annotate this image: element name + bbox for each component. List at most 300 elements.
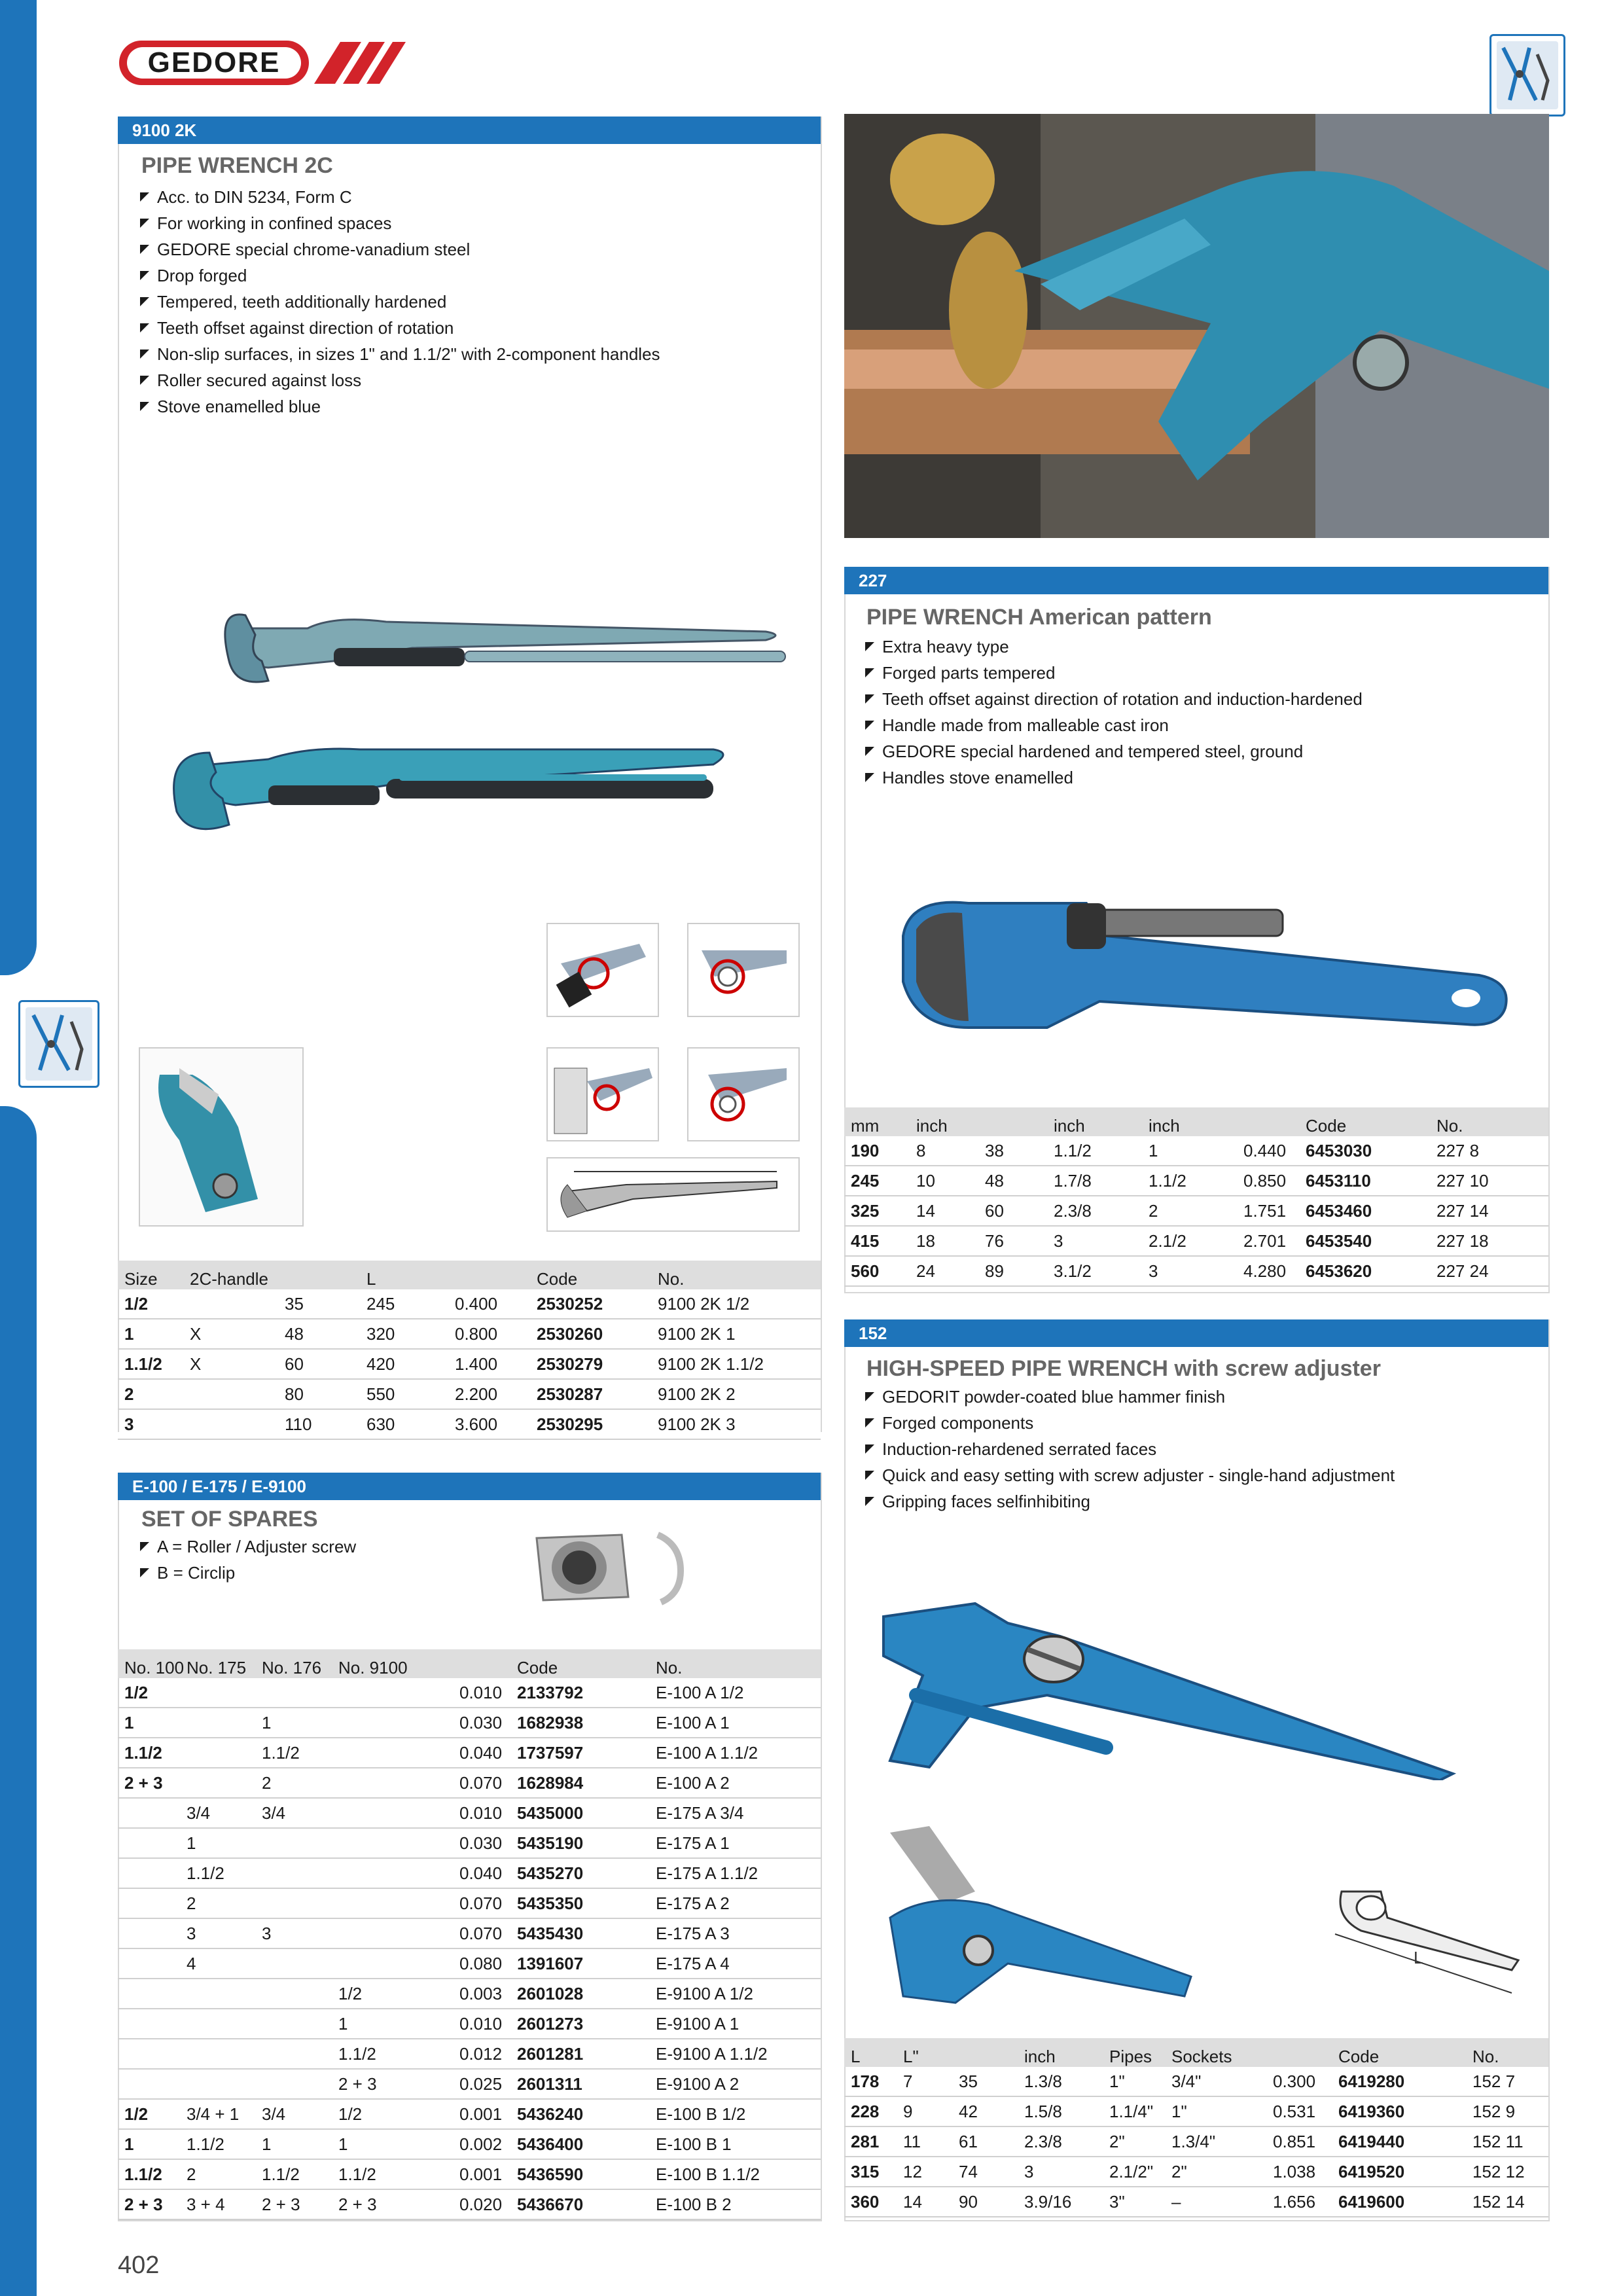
table-152 xyxy=(844,2038,1548,2217)
column-header: Code xyxy=(510,1649,649,1678)
table-cell: E-100 A 2 xyxy=(649,1768,821,1798)
table-row xyxy=(118,2099,821,2129)
table-cell: 1/2 xyxy=(118,1678,180,1708)
table-cell xyxy=(332,1738,453,1768)
table-cell xyxy=(332,1918,453,1948)
table-cell xyxy=(332,1768,453,1798)
table-cell: 550 xyxy=(360,1379,448,1409)
table-cell: E-9100 A 1.1/2 xyxy=(649,2039,821,2069)
table-cell xyxy=(118,2069,180,2099)
table-cell: 0.040 xyxy=(453,1858,510,1888)
feature-item: Quick and easy setting with screw adjuster - single-hand adjustment xyxy=(864,1462,1395,1488)
table-header-row xyxy=(844,1107,1548,1136)
table-cell xyxy=(118,1979,180,2009)
column-header: Pipes xyxy=(1103,2038,1165,2067)
table-cell: 325 xyxy=(844,1196,910,1226)
table-cell xyxy=(118,2039,180,2069)
table-cell: 42 xyxy=(952,2096,1018,2126)
table-cell: 9 xyxy=(897,2096,952,2126)
table-row xyxy=(844,1226,1548,1256)
table-cell: 227 18 xyxy=(1430,1226,1548,1256)
table-cell: 6453620 xyxy=(1299,1256,1430,1286)
pipe-wrench-in-use-photo xyxy=(844,114,1549,538)
table-cell: 14 xyxy=(910,1196,978,1226)
american-pipe-wrench-image xyxy=(890,864,1518,1060)
table-cell: 227 24 xyxy=(1430,1256,1548,1286)
table-cell: 2" xyxy=(1165,2157,1266,2187)
column-header: L" xyxy=(897,2038,952,2067)
table-cell: 1.1/4" xyxy=(1103,2096,1165,2126)
table-cell: 5436240 xyxy=(510,2099,649,2129)
table-cell xyxy=(255,2039,332,2069)
table-cell: E-100 A 1 xyxy=(649,1708,821,1738)
table-cell: 0.020 xyxy=(453,2189,510,2219)
table-cell: 3 xyxy=(1142,1256,1237,1286)
table-row xyxy=(118,1738,821,1768)
table-cell: E-100 B 1/2 xyxy=(649,2099,821,2129)
table-row xyxy=(118,2009,821,2039)
table-cell: 0.440 xyxy=(1237,1136,1299,1166)
table-cell: 7 xyxy=(897,2067,952,2096)
table-row xyxy=(844,2126,1548,2157)
table-cell: 0.010 xyxy=(453,1678,510,1708)
table-cell xyxy=(255,1948,332,1979)
table-cell xyxy=(180,2039,255,2069)
table-cell xyxy=(118,1888,180,1918)
table-cell: 0.010 xyxy=(453,1798,510,1828)
table-cell: 2601281 xyxy=(510,2039,649,2069)
table-cell: 1.1/2 xyxy=(118,2159,180,2189)
table-row xyxy=(118,1858,821,1888)
table-cell xyxy=(180,1979,255,2009)
table-cell xyxy=(255,1888,332,1918)
table-cell: 0.030 xyxy=(453,1708,510,1738)
table-cell: 1.7/8 xyxy=(1047,1166,1142,1196)
column-header: Code xyxy=(530,1261,651,1289)
table-cell: 245 xyxy=(844,1166,910,1196)
usage-diagram-3 xyxy=(546,1047,659,1141)
column-header: Size xyxy=(118,1261,183,1289)
table-cell xyxy=(332,1828,453,1858)
table-cell: 2 xyxy=(1142,1196,1237,1226)
dimension-diagram-9100 xyxy=(546,1157,800,1232)
table-cell: 2530260 xyxy=(530,1319,651,1349)
column-header: inch xyxy=(1047,1107,1142,1136)
table-cell: 2530287 xyxy=(530,1379,651,1409)
table-cell: 5436590 xyxy=(510,2159,649,2189)
column-header: No. xyxy=(651,1261,821,1289)
table-cell: E-100 B 1.1/2 xyxy=(649,2159,821,2189)
feature-item: Teeth offset against direction of rotation and induction-hardened xyxy=(864,686,1363,712)
table-cell: 2530295 xyxy=(530,1409,651,1439)
table-cell xyxy=(118,1948,180,1979)
column-header: inch xyxy=(910,1107,978,1136)
table-cell: 190 xyxy=(844,1136,910,1166)
table-cell: 9100 2K 3 xyxy=(651,1409,821,1439)
table-cell xyxy=(118,1798,180,1828)
table-cell xyxy=(332,1888,453,1918)
table-row xyxy=(118,1948,821,1979)
column-header xyxy=(1266,2038,1332,2067)
table-row xyxy=(118,2039,821,2069)
table-cell: 152 14 xyxy=(1466,2187,1548,2217)
table-cell: E-175 A 4 xyxy=(649,1948,821,1979)
column-header: No. 175 xyxy=(180,1649,255,1678)
table-cell: 3/4 xyxy=(180,1798,255,1828)
column-header: No. 176 xyxy=(255,1649,332,1678)
table-cell: 1/2 xyxy=(332,2099,453,2129)
table-cell: 245 xyxy=(360,1289,448,1319)
column-header xyxy=(1237,1107,1299,1136)
table-cell: 1 xyxy=(332,2129,453,2159)
feature-item: Handle made from malleable cast iron xyxy=(864,712,1363,738)
table-cell: 2601311 xyxy=(510,2069,649,2099)
table-cell: 110 xyxy=(278,1409,360,1439)
table-cell xyxy=(180,2009,255,2039)
table-cell: 6419280 xyxy=(1332,2067,1466,2096)
table-cell: 415 xyxy=(844,1226,910,1256)
table-cell: 227 10 xyxy=(1430,1166,1548,1196)
table-cell: 5435430 xyxy=(510,1918,649,1948)
table-cell: 0.850 xyxy=(1237,1166,1299,1196)
table-cell: E-100 A 1.1/2 xyxy=(649,1738,821,1768)
table-cell: 1/2 xyxy=(118,1289,183,1319)
table-cell: 1.1/2 xyxy=(180,1858,255,1888)
table-cell: 1 xyxy=(118,1319,183,1349)
table-cell xyxy=(118,1918,180,1948)
table-cell: 3/4" xyxy=(1165,2067,1266,2096)
section-code-227: 227 xyxy=(844,567,1548,594)
feature-item: Drop forged xyxy=(139,262,660,289)
column-header: No. 100 xyxy=(118,1649,180,1678)
column-header: No. xyxy=(1466,2038,1548,2067)
table-cell xyxy=(118,1858,180,1888)
table-cell: 1.5/8 xyxy=(1018,2096,1103,2126)
table-cell: E-9100 A 2 xyxy=(649,2069,821,2099)
table-cell: 6453540 xyxy=(1299,1226,1430,1256)
title-spares: SET OF SPARES xyxy=(141,1507,318,1532)
table-cell xyxy=(332,1798,453,1828)
table-row xyxy=(118,2129,821,2159)
table-9100 xyxy=(118,1261,821,1440)
sidebar-accent-bottom xyxy=(0,1106,37,2296)
table-cell: 2 xyxy=(255,1768,332,1798)
table-cell: 3/4 + 1 xyxy=(180,2099,255,2129)
table-cell xyxy=(183,1379,278,1409)
table-row xyxy=(844,1136,1548,1166)
table-row xyxy=(118,2159,821,2189)
features-227 xyxy=(864,634,1363,791)
column-header: 2C-handle xyxy=(183,1261,278,1289)
table-cell: 1 xyxy=(255,1708,332,1738)
table-cell: 5435350 xyxy=(510,1888,649,1918)
table-cell: 0.025 xyxy=(453,2069,510,2099)
table-cell: 48 xyxy=(978,1166,1047,1196)
feature-item: GEDORE special chrome-vanadium steel xyxy=(139,236,660,262)
table-cell: 1 xyxy=(255,2129,332,2159)
table-cell: 2 + 3 xyxy=(255,2189,332,2219)
pliers-side-icon xyxy=(18,1000,99,1088)
table-cell xyxy=(180,2069,255,2099)
table-cell: 6419600 xyxy=(1332,2187,1466,2217)
feature-item: Tempered, teeth additionally hardened xyxy=(139,289,660,315)
table-row xyxy=(844,2096,1548,2126)
table-cell: 0.080 xyxy=(453,1948,510,1979)
table-cell: 281 xyxy=(844,2126,897,2157)
table-cell xyxy=(180,1768,255,1798)
table-cell: 24 xyxy=(910,1256,978,1286)
table-cell: 0.040 xyxy=(453,1738,510,1768)
table-cell: 0.851 xyxy=(1266,2126,1332,2157)
table-cell: 38 xyxy=(978,1136,1047,1166)
feature-item: GEDORE special hardened and tempered steel, ground xyxy=(864,738,1363,764)
table-cell xyxy=(180,1708,255,1738)
table-cell: 2601028 xyxy=(510,1979,649,2009)
table-cell xyxy=(180,1738,255,1768)
table-cell: 228 xyxy=(844,2096,897,2126)
feature-item: Acc. to DIN 5234, Form C xyxy=(139,184,660,210)
table-cell: 3 + 4 xyxy=(180,2189,255,2219)
table-cell: 0.070 xyxy=(453,1918,510,1948)
table-cell: 1.1/2 xyxy=(255,2159,332,2189)
table-cell: 10 xyxy=(910,1166,978,1196)
table-cell: 2 + 3 xyxy=(332,2069,453,2099)
table-cell: 5435190 xyxy=(510,1828,649,1858)
column-header: No. xyxy=(649,1649,821,1678)
table-cell: 5436400 xyxy=(510,2129,649,2159)
table-cell: E-175 A 2 xyxy=(649,1888,821,1918)
table-cell: 2" xyxy=(1103,2126,1165,2157)
table-row xyxy=(118,1379,821,1409)
column-header: Code xyxy=(1332,2038,1466,2067)
usage-diagram-2 xyxy=(687,923,800,1017)
table-cell: 3.1/2 xyxy=(1047,1256,1142,1286)
table-cell: 3 xyxy=(1047,1226,1142,1256)
table-cell: 9100 2K 1.1/2 xyxy=(651,1349,821,1379)
table-cell: 1 xyxy=(332,2009,453,2039)
table-cell: 1.1/2 xyxy=(255,1738,332,1768)
table-cell: 4 xyxy=(180,1948,255,1979)
table-row xyxy=(118,1289,821,1319)
table-cell: 0.001 xyxy=(453,2159,510,2189)
table-cell: 2 xyxy=(180,2159,255,2189)
table-cell: E-175 A 1.1/2 xyxy=(649,1858,821,1888)
table-cell: 2.1/2 xyxy=(1142,1226,1237,1256)
table-cell: 152 7 xyxy=(1466,2067,1548,2096)
table-cell: 6453460 xyxy=(1299,1196,1430,1226)
column-header xyxy=(978,1107,1047,1136)
table-cell: 11 xyxy=(897,2126,952,2157)
table-cell: E-175 A 1 xyxy=(649,1828,821,1858)
column-header: inch xyxy=(1018,2038,1103,2067)
table-cell: 8 xyxy=(910,1136,978,1166)
table-cell: E-9100 A 1 xyxy=(649,2009,821,2039)
table-cell xyxy=(255,1858,332,1888)
table-cell: 2.1/2" xyxy=(1103,2157,1165,2187)
table-cell: 90 xyxy=(952,2187,1018,2217)
table-cell xyxy=(332,1948,453,1979)
column-header: Sockets xyxy=(1165,2038,1266,2067)
title-152: HIGH-SPEED PIPE WRENCH with screw adjuster xyxy=(866,1356,1381,1381)
table-cell xyxy=(255,2069,332,2099)
table-cell: 1682938 xyxy=(510,1708,649,1738)
table-cell: 2 + 3 xyxy=(332,2189,453,2219)
table-cell: 60 xyxy=(978,1196,1047,1226)
feature-item: Forged components xyxy=(864,1410,1395,1436)
feature-item: Forged parts tempered xyxy=(864,660,1363,686)
table-cell xyxy=(332,1858,453,1888)
table-cell: 12 xyxy=(897,2157,952,2187)
table-header-row xyxy=(118,1261,821,1289)
table-cell: 9100 2K 1/2 xyxy=(651,1289,821,1319)
table-cell: 2 xyxy=(180,1888,255,1918)
table-cell xyxy=(118,2009,180,2039)
table-cell: 3" xyxy=(1103,2187,1165,2217)
section-code-spares: E-100 / E-175 / E-9100 xyxy=(118,1473,821,1500)
table-row xyxy=(118,1918,821,1948)
table-cell: 1.1/2 xyxy=(1142,1166,1237,1196)
gedore-logo xyxy=(118,38,412,88)
column-header: L xyxy=(844,2038,897,2067)
table-227 xyxy=(844,1107,1548,1287)
table-cell: 1.1/2 xyxy=(180,2129,255,2159)
table-cell: 1.3/8 xyxy=(1018,2067,1103,2096)
table-cell: 0.012 xyxy=(453,2039,510,2069)
table-cell: 3 xyxy=(1018,2157,1103,2187)
table-cell: 420 xyxy=(360,1349,448,1379)
table-cell: 3 xyxy=(180,1918,255,1948)
table-cell: 1/2 xyxy=(118,2099,180,2129)
title-9100: PIPE WRENCH 2C xyxy=(141,153,333,178)
table-cell: 1.1/2 xyxy=(332,2159,453,2189)
table-cell xyxy=(255,1678,332,1708)
table-cell: 3.600 xyxy=(448,1409,530,1439)
table-cell: 80 xyxy=(278,1379,360,1409)
table-cell: 2530279 xyxy=(530,1349,651,1379)
table-cell xyxy=(183,1289,278,1319)
table-cell: 5435270 xyxy=(510,1858,649,1888)
table-cell: 0.400 xyxy=(448,1289,530,1319)
features-152 xyxy=(864,1384,1395,1515)
table-row xyxy=(118,1768,821,1798)
table-cell: 0.070 xyxy=(453,1888,510,1918)
table-cell: X xyxy=(183,1349,278,1379)
table-cell: E-9100 A 1/2 xyxy=(649,1979,821,2009)
table-cell: 2530252 xyxy=(530,1289,651,1319)
table-cell: 0.300 xyxy=(1266,2067,1332,2096)
table-cell: 35 xyxy=(278,1289,360,1319)
features-spares xyxy=(139,1534,356,1586)
feature-item: B = Circlip xyxy=(139,1560,356,1586)
table-row xyxy=(844,1166,1548,1196)
table-cell: 6453030 xyxy=(1299,1136,1430,1166)
table-cell: 1.038 xyxy=(1266,2157,1332,2187)
table-cell: 3.9/16 xyxy=(1018,2187,1103,2217)
table-spares xyxy=(118,1649,821,2220)
column-header xyxy=(453,1649,510,1678)
feature-item: Induction-rehardened serrated faces xyxy=(864,1436,1395,1462)
table-cell: E-175 A 3 xyxy=(649,1918,821,1948)
table-cell: 74 xyxy=(952,2157,1018,2187)
table-cell: E-175 A 3/4 xyxy=(649,1798,821,1828)
table-cell: 1 xyxy=(180,1828,255,1858)
feature-item: A = Roller / Adjuster screw xyxy=(139,1534,356,1560)
table-row xyxy=(118,1798,821,1828)
section-code-9100: 9100 2K xyxy=(118,117,821,144)
dimension-label-l: L xyxy=(1414,1948,1423,1967)
table-cell: 48 xyxy=(278,1319,360,1349)
table-cell: 9100 2K 1 xyxy=(651,1319,821,1349)
table-cell: 0.030 xyxy=(453,1828,510,1858)
table-cell: 6419440 xyxy=(1332,2126,1466,2157)
table-row xyxy=(118,1828,821,1858)
table-cell: 3 xyxy=(255,1918,332,1948)
title-227: PIPE WRENCH American pattern xyxy=(866,605,1212,630)
table-cell xyxy=(118,1828,180,1858)
column-header: mm xyxy=(844,1107,910,1136)
table-cell: 178 xyxy=(844,2067,897,2096)
table-cell: 1 xyxy=(1142,1136,1237,1166)
table-cell: 2601273 xyxy=(510,2009,649,2039)
table-cell: 227 8 xyxy=(1430,1136,1548,1166)
table-cell: 5436670 xyxy=(510,2189,649,2219)
table-cell: 2.701 xyxy=(1237,1226,1299,1256)
feature-item: Non-slip surfaces, in sizes 1" and 1.1/2" with 2-component handles xyxy=(139,341,660,367)
table-cell: 1.1/2 xyxy=(118,1738,180,1768)
table-row xyxy=(118,2189,821,2219)
table-cell: 1" xyxy=(1165,2096,1266,2126)
table-cell: 152 12 xyxy=(1466,2157,1548,2187)
table-cell: 0.010 xyxy=(453,2009,510,2039)
table-cell: E-100 B 2 xyxy=(649,2189,821,2219)
table-cell xyxy=(332,1708,453,1738)
column-header: No. 9100 xyxy=(332,1649,453,1678)
table-cell: 1.751 xyxy=(1237,1196,1299,1226)
usage-diagram-1 xyxy=(546,923,659,1017)
table-cell: 1737597 xyxy=(510,1738,649,1768)
table-cell: 1391607 xyxy=(510,1948,649,1979)
table-cell: 18 xyxy=(910,1226,978,1256)
table-cell: 76 xyxy=(978,1226,1047,1256)
table-row xyxy=(118,1979,821,2009)
table-cell: 0.003 xyxy=(453,1979,510,2009)
table-cell: 360 xyxy=(844,2187,897,2217)
table-cell: 89 xyxy=(978,1256,1047,1286)
column-header: inch xyxy=(1142,1107,1237,1136)
table-row xyxy=(118,1319,821,1349)
section-code-152: 152 xyxy=(844,1319,1548,1347)
table-row xyxy=(118,2069,821,2099)
table-cell: 1.400 xyxy=(448,1349,530,1379)
page-number: 402 xyxy=(118,2251,160,2279)
table-cell: 630 xyxy=(360,1409,448,1439)
table-header-row xyxy=(118,1649,821,1678)
table-cell: 1.1/2 xyxy=(118,1349,183,1379)
high-speed-wrench-closeup xyxy=(877,1820,1198,2009)
spare-roller-image xyxy=(524,1518,700,1610)
table-cell: 2133792 xyxy=(510,1678,649,1708)
table-cell: 3 xyxy=(118,1409,183,1439)
table-header-row xyxy=(844,2038,1548,2067)
table-cell: 6419520 xyxy=(1332,2157,1466,2187)
table-cell: 3/4 xyxy=(255,1798,332,1828)
table-cell: 5435000 xyxy=(510,1798,649,1828)
table-cell: 2.3/8 xyxy=(1018,2126,1103,2157)
table-cell: 3/4 xyxy=(255,2099,332,2129)
table-cell: 152 11 xyxy=(1466,2126,1548,2157)
column-header: Code xyxy=(1299,1107,1430,1136)
features-9100 xyxy=(139,184,660,420)
